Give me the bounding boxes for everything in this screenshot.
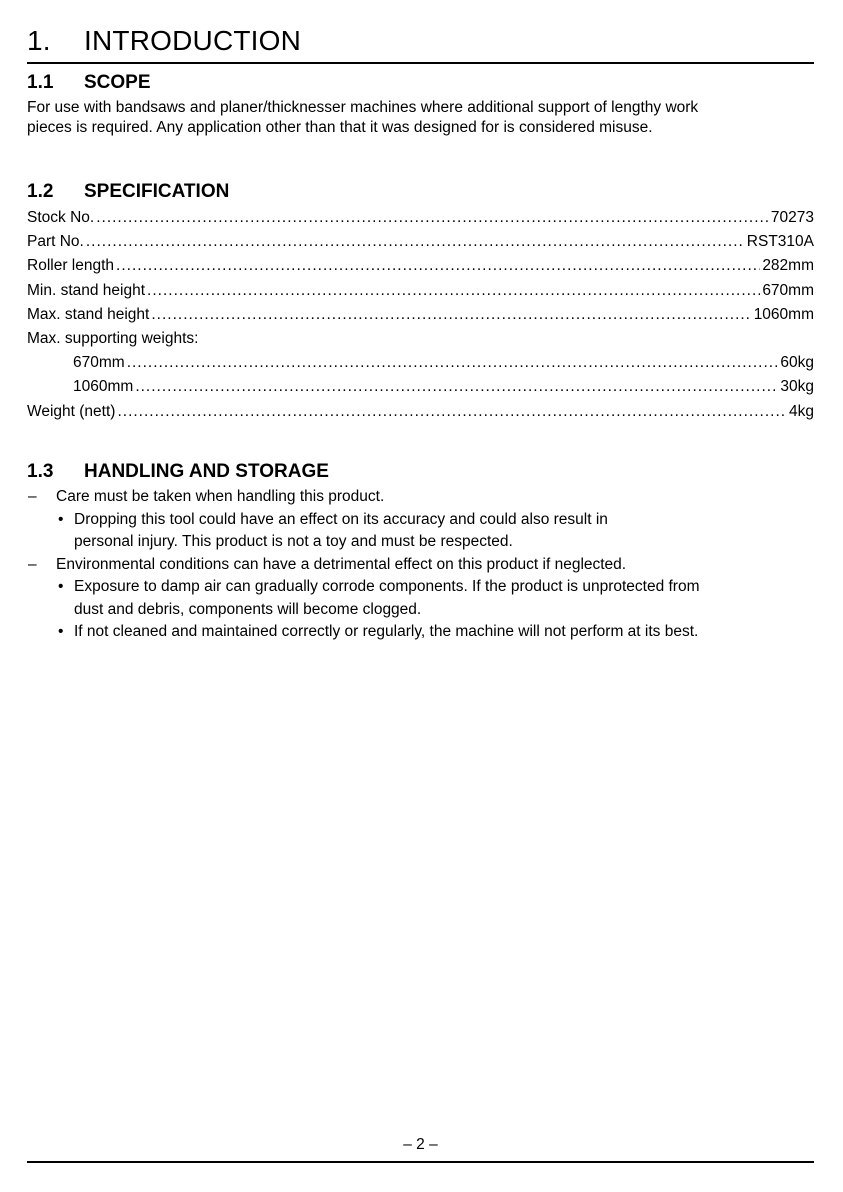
chapter-number: 1.	[27, 25, 51, 56]
spec-value: RST310A	[746, 233, 814, 251]
leader-dots	[127, 351, 779, 375]
handling-list	[27, 486, 814, 644]
spec-label: Weight (nett)	[27, 402, 116, 420]
bullet-marker: •	[58, 623, 64, 640]
dash-marker: –	[28, 555, 37, 573]
spec-label: 670mm	[73, 354, 125, 372]
spec-value: 70273	[770, 209, 814, 226]
scope-line-1: For use with bandsaws and planer/thicknesser machines where additional support of lengthy work	[27, 99, 699, 116]
dash-marker: –	[28, 488, 37, 505]
handling-item	[27, 554, 814, 577]
leader-dots	[151, 303, 751, 327]
leader-dots	[147, 279, 760, 303]
spec-value: 4kg	[789, 402, 814, 420]
scope-title: SCOPE	[84, 72, 151, 93]
spec-label: Part No.	[27, 233, 84, 251]
handling-number: 1.3	[27, 461, 54, 482]
scope-paragraph	[27, 98, 814, 138]
spec-label: Roller length	[27, 257, 115, 275]
leader-dots	[116, 254, 760, 278]
bullet-line-1: If not cleaned and maintained correctly or regularly, the machine will not perform at its best.	[74, 623, 699, 640]
leader-dots	[86, 230, 745, 254]
header-rule	[27, 62, 814, 64]
spec-row-weight-670	[27, 351, 814, 375]
spec-value: 670mm	[762, 281, 814, 299]
bullet-marker: •	[58, 510, 64, 528]
bullet-line-2: dust and debris, components will become clogged.	[74, 600, 422, 618]
handling-item-text: Environmental conditions can have a detrimental effect on this product if neglected.	[56, 555, 627, 573]
spec-value: 282mm	[762, 257, 814, 275]
spec-row-roller-length	[27, 254, 814, 278]
scope-number: 1.1	[27, 72, 54, 93]
scope-heading	[27, 71, 151, 95]
spec-value: 1060mm	[753, 305, 814, 323]
spec-row-stock-no	[27, 206, 814, 230]
leader-dots	[117, 400, 787, 424]
handling-bullet	[27, 509, 814, 554]
handling-bullet	[27, 621, 814, 644]
leader-dots	[96, 206, 769, 230]
page-number: – 2 –	[403, 1136, 438, 1153]
bullet-line-1: Exposure to damp air can gradually corrode components. If the product is unprotected from	[74, 578, 700, 595]
chapter-title	[27, 24, 301, 58]
specification-heading	[27, 180, 229, 204]
chapter-heading: INTRODUCTION	[84, 25, 302, 56]
spec-value: 30kg	[780, 378, 814, 396]
handling-heading	[27, 460, 329, 484]
spec-row-min-stand-height	[27, 279, 814, 303]
spec-row-weight-1060	[27, 375, 814, 399]
spec-label: 1060mm	[73, 378, 134, 396]
spec-row-weight-nett	[27, 400, 814, 424]
spec-row-max-stand-height	[27, 303, 814, 327]
spec-label: Max. supporting weights:	[27, 329, 199, 347]
bullet-line-2: personal injury. This product is not a toy and must be respected.	[74, 533, 513, 550]
handling-title: HANDLING AND STORAGE	[84, 461, 329, 482]
specification-title: SPECIFICATION	[84, 181, 230, 202]
bullet-marker: •	[58, 578, 64, 595]
handling-item	[27, 486, 814, 509]
handling-bullet	[27, 576, 814, 621]
spec-label: Max. stand height	[27, 305, 150, 323]
leader-dots	[135, 375, 778, 399]
spec-label: Min. stand height	[27, 281, 146, 299]
spec-label: Stock No.	[27, 209, 95, 226]
spec-row-max-supporting-weights	[27, 327, 814, 351]
handling-item-text: Care must be taken when handling this product.	[56, 488, 385, 505]
spec-row-part-no	[27, 230, 814, 254]
specification-number: 1.2	[27, 181, 54, 202]
manual-page	[27, 0, 814, 1192]
scope-line-2: pieces is required. Any application other than that it was designed for is considered misuse.	[27, 119, 653, 136]
spec-value: 60kg	[780, 354, 814, 372]
footer-rule	[27, 1161, 814, 1163]
specification-list	[27, 206, 814, 424]
bullet-line-1: Dropping this tool could have an effect on its accuracy and could also result in	[74, 510, 608, 528]
